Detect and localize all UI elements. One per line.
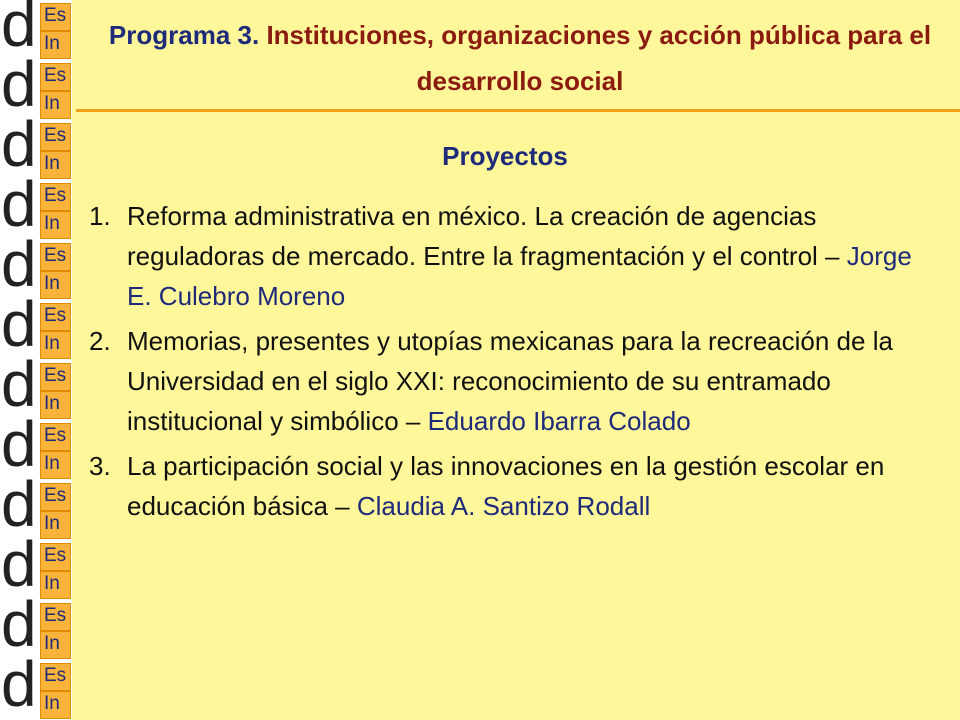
logo-box-top [40,243,71,271]
project-author: Claudia A. Santizo Rodall [356,491,651,521]
logo-bottom-text: In [44,633,60,654]
project-number: 2. [89,326,111,356]
project-title: Reforma administrativa en méxico. La creación de agencias reguladoras de mercado. Entre la fragmentación y el control [127,201,818,271]
logo-top-text: Es [44,125,67,146]
logo-bottom-text: In [44,453,60,474]
logo-top-text: Es [44,485,67,506]
logo-bottom-text: In [44,513,60,534]
project-title: Memorias, presentes y utopías mexicanas para la recreación de la Universidad en el siglo XXI: reconocimiento de su entramado institucional y simbólico [127,326,893,436]
project-item [86,196,926,316]
logo-box-top [40,663,71,691]
logo-top-text: Es [44,665,67,686]
logo-top-text: Es [44,605,67,626]
title-divider [76,109,960,112]
logo-letter: d [1,0,37,60]
logo-box-bottom [40,151,71,179]
logo-box-bottom [40,391,71,419]
logo-box-bottom [40,91,71,119]
logo-box-top [40,603,71,631]
logo-top-text: Es [44,545,67,566]
logo-letter: d [1,648,37,720]
project-item [86,321,926,441]
desin-logo [0,648,72,720]
logo-top-text: Es [44,185,67,206]
logo-box-bottom [40,631,71,659]
project-author: Jorge E. Culebro Moreno [127,241,912,311]
logo-letter: d [1,468,37,540]
logo-bottom-text: In [44,33,60,54]
logo-box-top [40,423,71,451]
logo-box-top [40,183,71,211]
logo-letter: d [1,48,37,120]
logo-box-bottom [40,511,71,539]
project-separator: – [398,406,428,436]
section-heading: Proyectos [442,141,568,171]
title-program-name: Instituciones, organizaciones y acción pública para el desarrollo social [266,20,932,96]
logo-top-text: Es [44,425,67,446]
logo-box-bottom [40,31,71,59]
project-separator: – [327,491,357,521]
logo-strip [0,0,72,720]
logo-letter: d [1,108,37,180]
logo-box-bottom [40,451,71,479]
project-separator: – [817,241,847,271]
logo-box-top [40,123,71,151]
logo-box-bottom [40,571,71,599]
logo-top-text: Es [44,305,67,326]
logo-box-top [40,63,71,91]
logo-letter: d [1,408,37,480]
logo-bottom-text: In [44,693,60,714]
logo-box-top [40,3,71,31]
logo-top-text: Es [44,245,67,266]
logo-box-bottom [40,211,71,239]
title-program-number: Programa 3. [108,20,260,50]
logo-top-text: Es [44,5,67,26]
logo-letter: d [1,528,37,600]
project-number: 3. [89,451,111,481]
logo-bottom-text: In [44,153,60,174]
logo-letter: d [1,348,37,420]
project-author: Eduardo Ibarra Colado [427,406,691,436]
logo-bottom-text: In [44,573,60,594]
logo-bottom-text: In [44,393,60,414]
project-list [86,196,926,531]
logo-box-top [40,363,71,391]
logo-bottom-text: In [44,273,60,294]
logo-bottom-text: In [44,213,60,234]
logo-letter: d [1,168,37,240]
logo-box-bottom [40,691,71,719]
logo-top-text: Es [44,65,67,86]
logo-top-text: Es [44,365,67,386]
project-item [86,446,926,526]
logo-box-bottom [40,331,71,359]
logo-box-top [40,483,71,511]
logo-letter: d [1,288,37,360]
logo-box-top [40,303,71,331]
logo-box-bottom [40,271,71,299]
project-title: La participación social y las innovaciones en la gestión escolar en educación básica [127,451,885,521]
logo-bottom-text: In [44,93,60,114]
project-number: 1. [89,201,111,231]
page-title [100,12,940,104]
logo-letter: d [1,228,37,300]
logo-bottom-text: In [44,333,60,354]
logo-box-top [40,543,71,571]
logo-letter: d [1,588,37,660]
